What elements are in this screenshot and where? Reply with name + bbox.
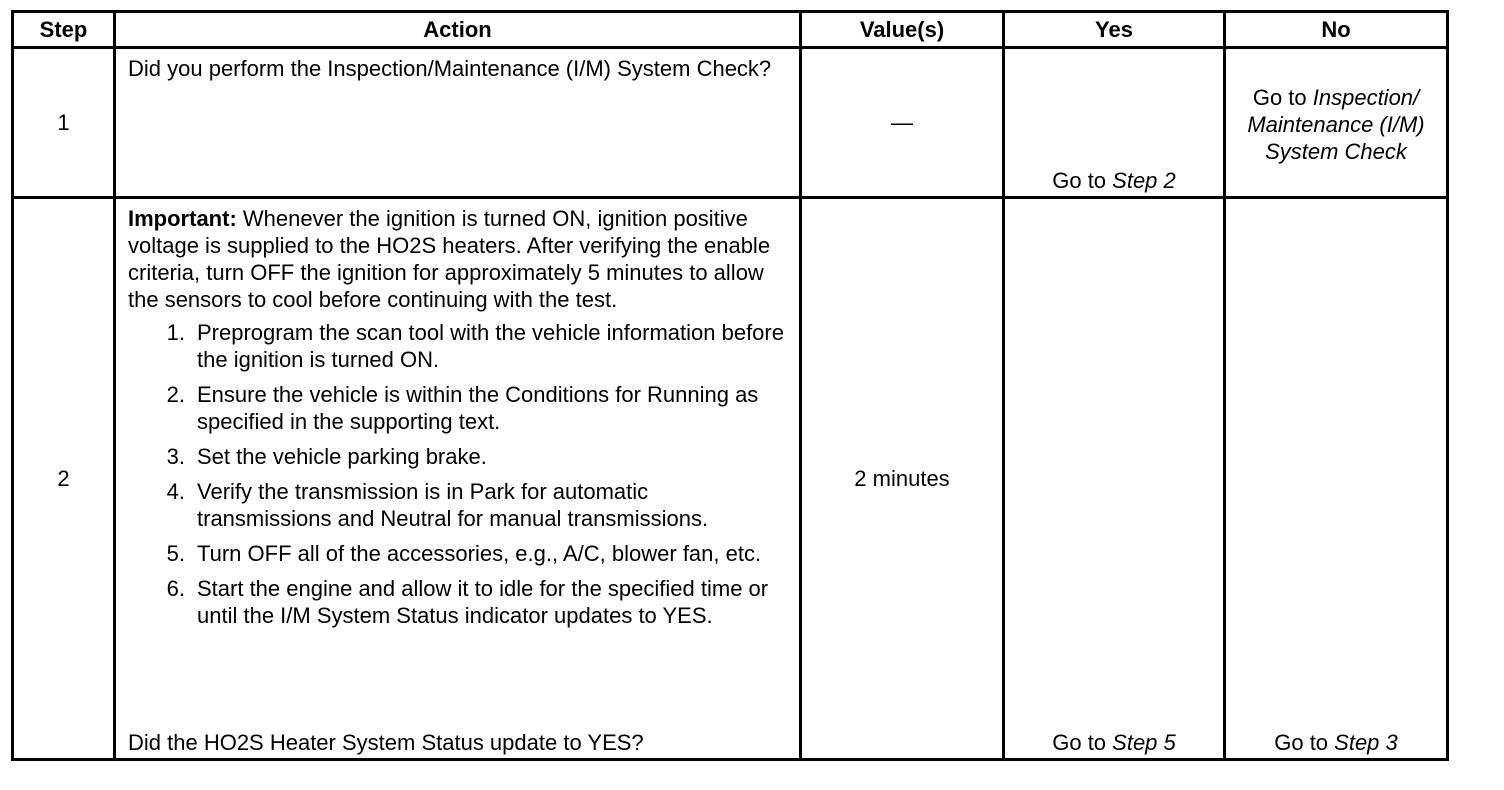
yes-prefix: Go to: [1052, 730, 1113, 755]
no-step-link[interactable]: Step 3: [1334, 730, 1398, 755]
action-cell: [115, 48, 801, 198]
list-item-number: 5 .: [128, 540, 185, 567]
value-cell: —: [801, 48, 1004, 198]
header-action: Action: [115, 12, 801, 48]
procedure-list: [128, 319, 787, 629]
list-item: [128, 478, 787, 532]
table-row-step-1: [13, 48, 1448, 198]
no-prefix: Go to: [1274, 730, 1335, 755]
action-question: Did you perform the Inspection/Maintenance (I/M) System Check?: [128, 56, 772, 81]
header-no: No: [1225, 12, 1448, 48]
step-number: 2: [13, 198, 115, 760]
yes-step-link[interactable]: Step 2: [1112, 168, 1176, 193]
no-prefix: Go to: [1252, 85, 1313, 110]
action-cell: [115, 198, 801, 760]
important-note: [128, 205, 787, 313]
list-item-text: Start the engine and allow it to idle for the specified time or until the I/M System Status indicator updates to YES.: [197, 576, 769, 628]
list-item-text: Ensure the vehicle is within the Conditions for Running as specified in the supporting text.: [197, 382, 759, 434]
list-item-text: Preprogram the scan tool with the vehicle information before the ignition is turned ON.: [197, 320, 784, 372]
header-values: Value(s): [801, 12, 1004, 48]
important-text: Whenever the ignition is turned ON, ignition positive voltage is supplied to the HO2S heaters. After verifying the enable criteria, turn OFF the ignition for approximately 5 minutes to allow the sensors to cool before continuing with the test.: [128, 206, 771, 312]
list-item: [128, 319, 787, 373]
list-item-text: Set the vehicle parking brake.: [197, 444, 487, 469]
diagnostic-table: [11, 10, 1449, 761]
header-step: Step: [13, 12, 115, 48]
list-item-number: 6 .: [128, 575, 185, 629]
yes-step-link[interactable]: Step 5: [1112, 730, 1176, 755]
step-number: 1: [13, 48, 115, 198]
table-row-step-2: [13, 198, 1448, 760]
list-item: [128, 443, 787, 470]
action-question: Did the HO2S Heater System Status update to YES?: [128, 730, 644, 755]
important-label: Important:: [128, 206, 237, 231]
list-item-number: 3 .: [128, 443, 185, 470]
no-im-system-check-link[interactable]: Inspection/ Maintenance (I/M) System Check: [1247, 85, 1425, 164]
no-cell: [1225, 48, 1448, 198]
header-row: [13, 12, 1448, 48]
list-item: [128, 575, 787, 629]
list-item: [128, 540, 787, 567]
yes-prefix: Go to: [1052, 168, 1113, 193]
yes-cell: [1004, 198, 1225, 760]
no-cell: [1225, 198, 1448, 760]
list-item: [128, 381, 787, 435]
header-yes: Yes: [1004, 12, 1225, 48]
list-item-text: Turn OFF all of the accessories, e.g., A/C, blower fan, etc.: [197, 541, 762, 566]
list-item-number: 4 .: [128, 478, 185, 532]
yes-cell: [1004, 48, 1225, 198]
list-item-number: 2 .: [128, 381, 185, 435]
list-item-text: Verify the transmission is in Park for automatic transmissions and Neutral for manual transmissions.: [197, 479, 709, 531]
value-cell: 2 minutes: [801, 198, 1004, 760]
list-item-number: 1 .: [128, 319, 185, 373]
